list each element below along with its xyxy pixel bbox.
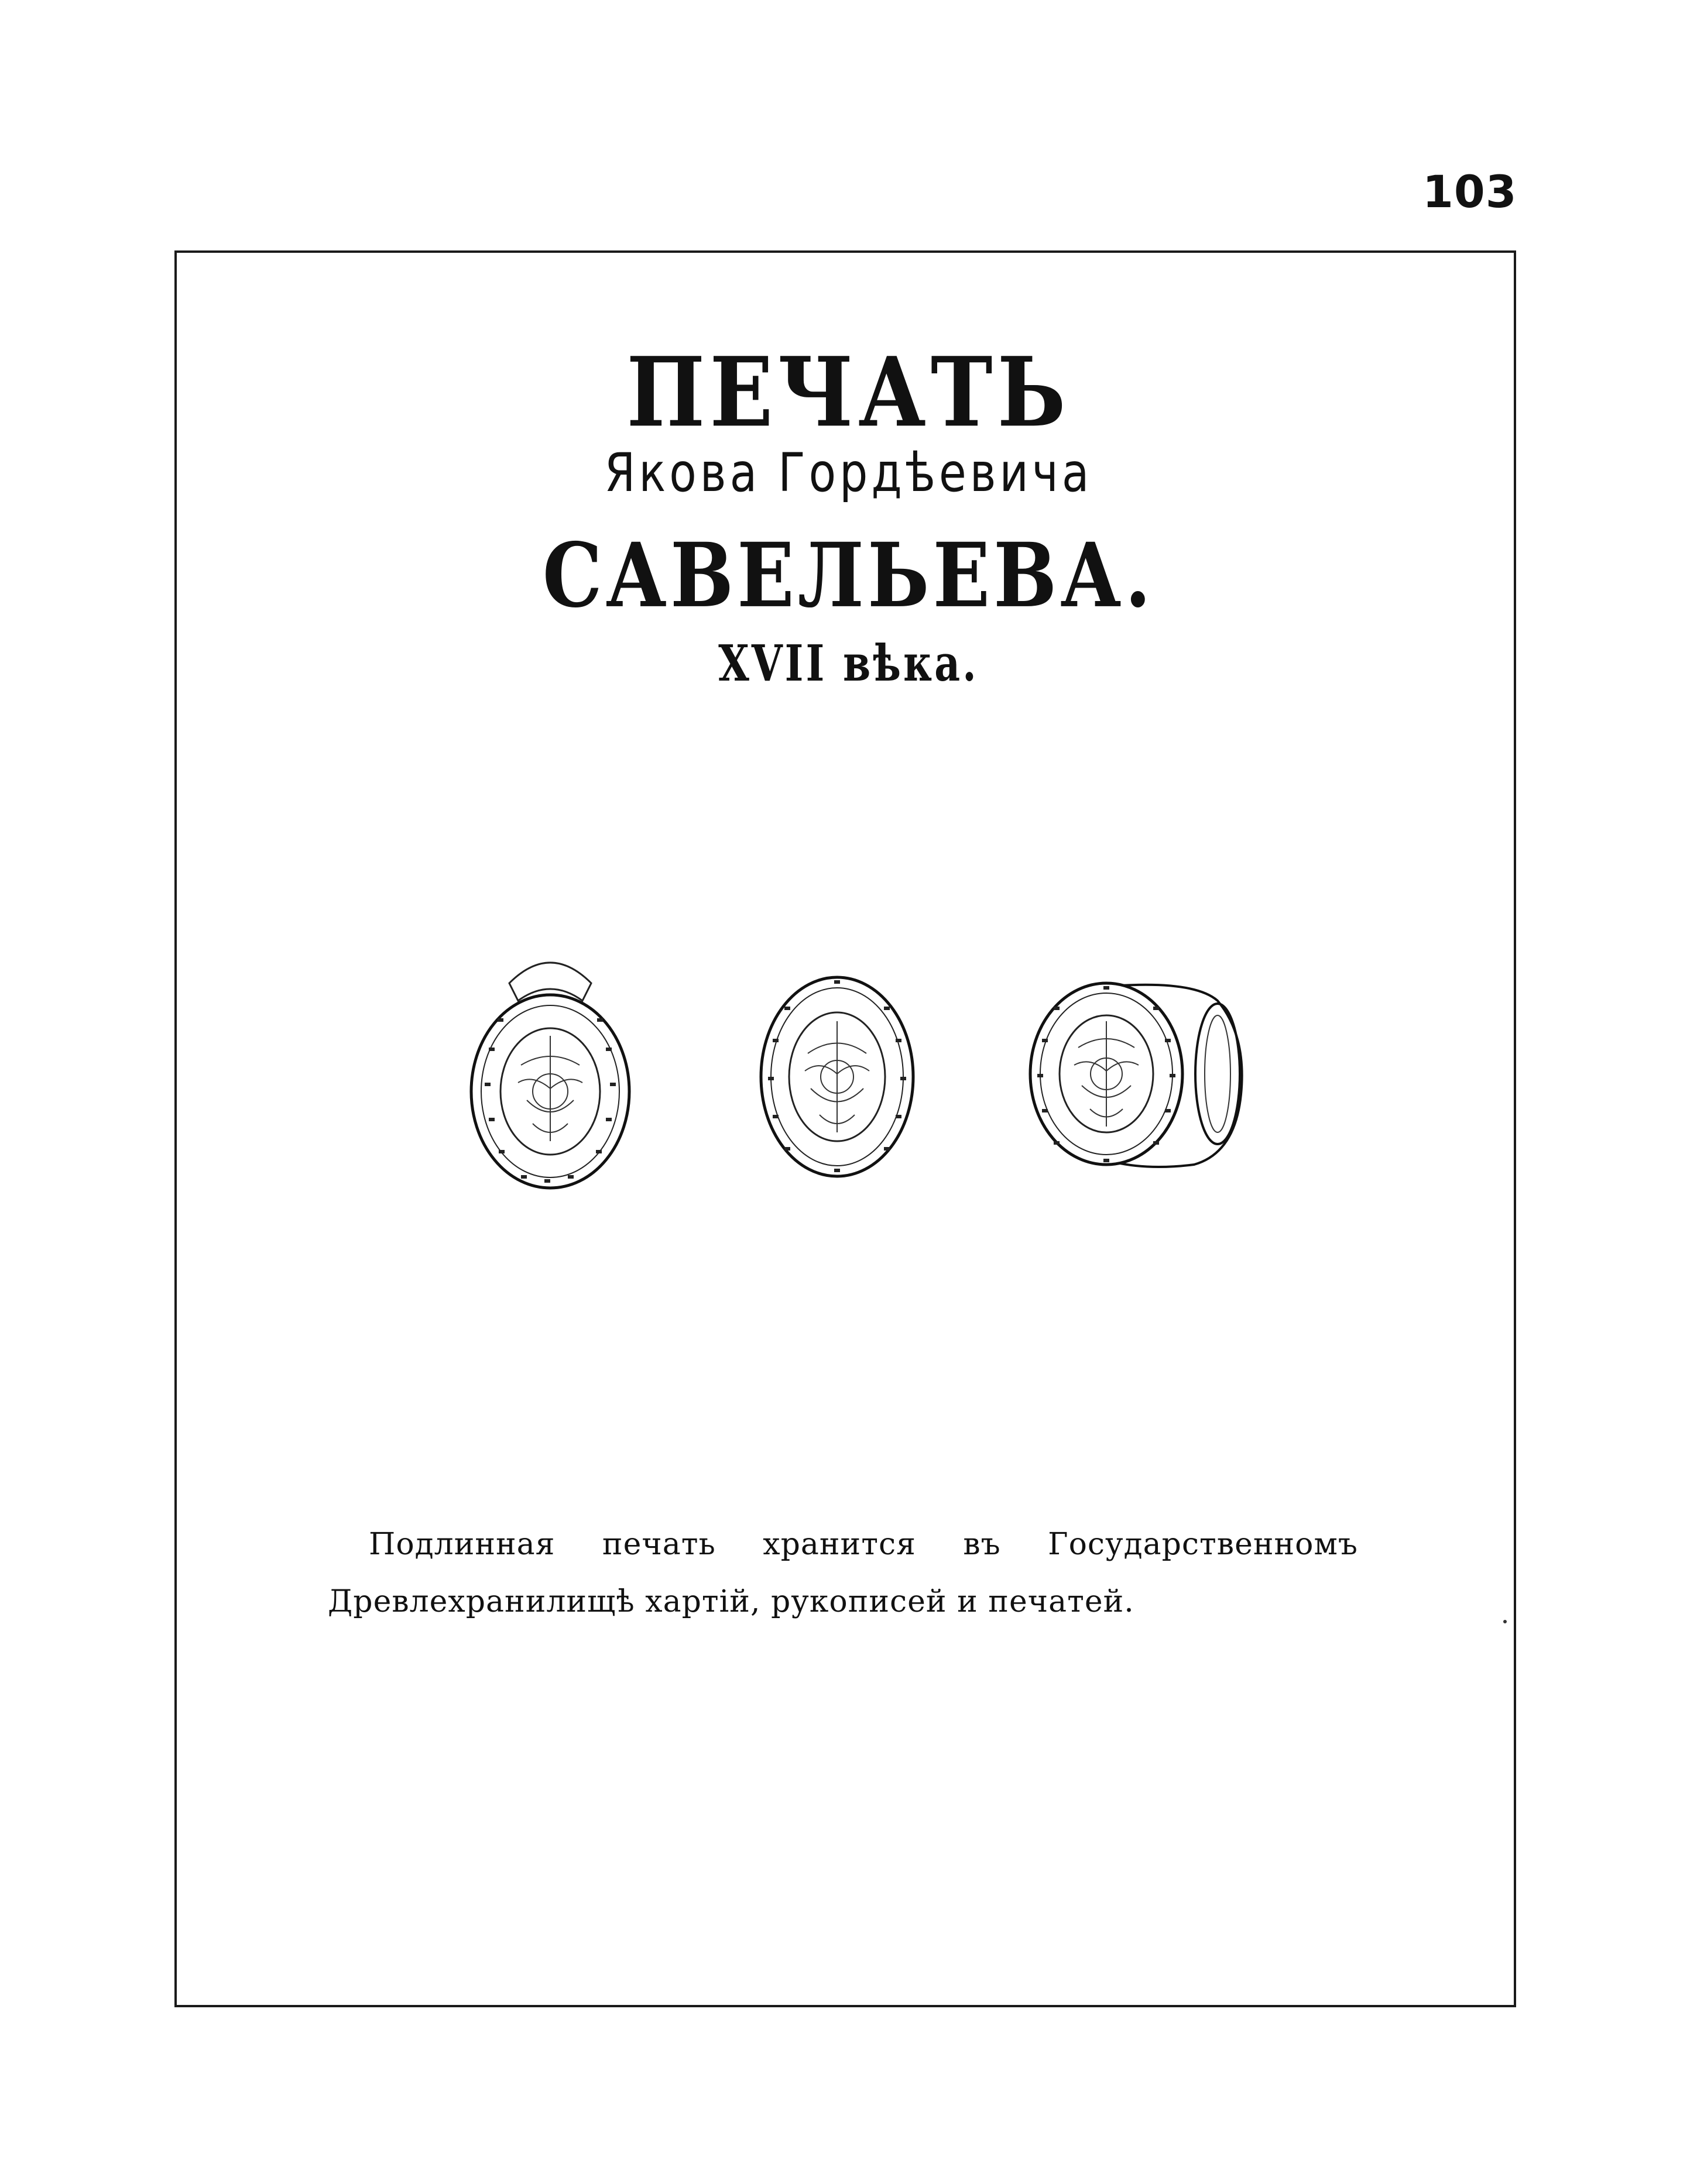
title-century: XVII вѣка. xyxy=(718,634,979,693)
caption-text: Подлинная печать хранится въ Государственномъ Древлехранилищѣ хартій, рукописей и печатей. xyxy=(328,1527,1358,1619)
seal-ring-side-right xyxy=(1019,977,1253,1170)
page-number: 103 xyxy=(1422,166,1517,218)
seal-impression-front xyxy=(755,971,919,1182)
title-name: Якова Гордѣевича xyxy=(604,441,1093,504)
seal-illustrations xyxy=(0,948,1697,1194)
seal-ring-side-left xyxy=(462,948,638,1194)
title-surname: САВЕЛЬЕВА. xyxy=(542,524,1155,628)
print-speck xyxy=(1503,1620,1507,1623)
title-main: ПЕЧАТЬ xyxy=(626,336,1071,449)
